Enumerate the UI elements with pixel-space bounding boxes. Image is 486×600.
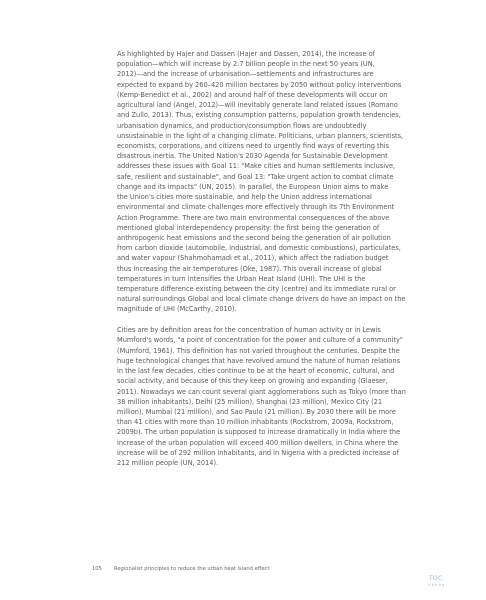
page-footer	[92, 566, 269, 572]
text-line: and Zullo, 2013). Thus, existing consumption patterns, population growth tendencies,	[117, 111, 401, 120]
running-title: Regionalist principles to reduce the urban heat island effect	[114, 566, 270, 572]
text-line: (Mumford, 1961). This definition has not varied throughout the centuries. Despite the	[117, 346, 400, 355]
text-line: in the last few decades, cities continue to be at the heart of economic, cultural, and	[117, 367, 395, 376]
text-line: addresses these issues with Goal 11: "Make cities and human settlements inclusive,	[117, 162, 396, 171]
text-line: 38 million inhabitants), Delhi (25 million), Shanghai (23 million), Mexico City (21	[117, 397, 383, 406]
text-line: 2009b). The urban population is supposed to increase dramatically in India where the	[117, 428, 401, 437]
text-line: the Union's cities more sustainable, and help the Union address international	[117, 193, 372, 202]
text-line: magnitude of UHI (McCarthy, 2010).	[117, 305, 237, 314]
body-text	[117, 49, 429, 468]
text-line: social activity, and because of this they keep on growing and expanding (Glaeser,	[117, 377, 388, 386]
text-line: 212 million people (UN, 2014).	[117, 459, 219, 468]
text-line: and water vapour (Shahmohamadi et al., 2011), which affect the radiation budget	[117, 254, 389, 263]
paragraph-2	[117, 325, 429, 468]
text-line: unsustainable in the light of a changing climate. Politicians, urban planners, scientists,	[117, 131, 404, 140]
text-line: thus increasing the air temperatures (Oke, 1987). This overall increase of global	[117, 264, 382, 273]
text-line: anthropogenic heat emissions and the second being the generation of air pollution	[117, 233, 391, 242]
paragraph-spacer	[117, 315, 429, 326]
text-line: temperatures in turn intensifies the Urban Heat Island (UHI). The UHI is the	[117, 274, 366, 283]
text-line: change and its impacts" (UN, 2015). In parallel, the European Union aims to make	[117, 182, 389, 191]
text-line: safe, resilient and sustainable", and Goal 13: "Take urgent action to combat climate	[117, 172, 394, 181]
text-line: 2011). Nowadays we can count several giant agglomerations such as Tokyo (more than	[117, 387, 406, 396]
page-number: 105	[92, 566, 102, 572]
paragraph-1	[117, 49, 429, 315]
text-line: 2012)—and the increase of urbanisation—settlements and infrastructures are	[117, 70, 374, 79]
text-line: population—which will increase by 2.7 billion people in the next 50 years (UN,	[117, 60, 375, 69]
toc-dots-icon	[428, 584, 444, 586]
text-line: than 41 cities with more than 10 million inhabitants (Rockstrom, 2009a, Rockstrom,	[117, 418, 394, 427]
text-line: huge technological changes that have revolved around the nature of human relations	[117, 356, 401, 365]
text-line: Cities are by definition areas for the concentration of human activity or in Lewis	[117, 326, 381, 335]
text-line: Mumford's words, "a point of concentration for the power and culture of a community"	[117, 336, 403, 345]
text-line: million), Mumbai (21 million), and Sao Paulo (21 million). By 2030 there will be more	[117, 407, 396, 416]
text-line: economists, corporations, and citizens need to urgently find ways of reverting this	[117, 141, 390, 150]
text-line: temperature difference existing between the city (centre) and its immediate rural or	[117, 285, 396, 294]
text-line: (Kemp-Benedict et al., 2002) and around half of these developments will occur on	[117, 90, 388, 99]
text-line: disastrous inertia. The United Nation's 2030 Agenda for Sustainable Development	[117, 152, 388, 161]
text-line: As highlighted by Hajer and Dassen (Hajer and Dassen, 2014), the increase of	[117, 50, 375, 58]
text-line: from carbon dioxide (automobile, industrial, and domestic combustions), particulates,	[117, 244, 401, 253]
text-line: environmental and climate challenges more effectively through its 7th Environment	[117, 203, 395, 212]
text-line: mentioned global interdependency propensity: the first being the generation of	[117, 223, 380, 232]
text-line: increase of the urban population will exceed 400 million dwellers, in China where the	[117, 438, 399, 447]
toc-link[interactable]: TOC	[429, 575, 443, 582]
text-line: increase will be of 292 million inhabitants, and in Nigeria with a predicted increase of	[117, 448, 399, 457]
text-line: natural surroundings Global and local climate change drivers do have an impact on the	[117, 295, 406, 304]
text-line: agricultural land (Angel, 2012)—will inevitably generate land related issues (Romano	[117, 101, 398, 110]
text-line: urbanisation dynamics, and production/consumption flows are undoubtedly	[117, 121, 367, 130]
text-line: expected to expand by 260–420 million hectares by 2050 without policy interventions	[117, 80, 402, 89]
text-line: Action Programme. There are two main environmental consequences of the above	[117, 213, 390, 222]
